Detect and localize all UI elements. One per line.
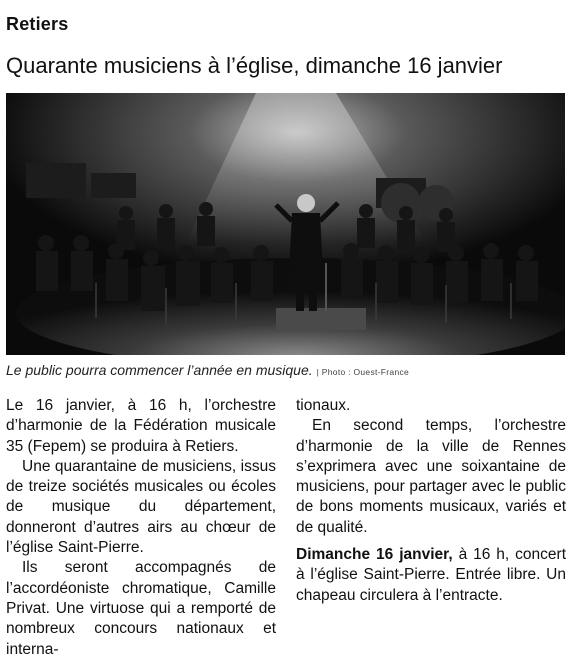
paragraph-musicians: Une quarantaine de musiciens, issus de treize sociétés musicales ou écoles de musique du département, donneront d’autres airs au chœur de l’église Saint-Pierre. — [6, 457, 276, 557]
photo-credit: | Photo : Ouest-France — [316, 367, 410, 377]
article-headline: Quarante musiciens à l’église, dimanche 16 janvier — [6, 53, 503, 78]
practical-info-details: à 16 h, concert à l’église Saint-Pierre. Entrée libre. Un chapeau circulera à l’entracte. — [296, 546, 566, 604]
practical-info-date: Dimanche 16 janvier, — [296, 546, 453, 564]
practical-info — [296, 545, 566, 606]
article-body-right-column — [296, 396, 566, 606]
photo-caption — [6, 362, 409, 378]
paragraph-accordion: Ils seront accompagnés de l’accordéoniste chromatique, Camille Privat. Une virtuose qui a remporté de nombreux concours nationaux et interna- — [6, 559, 276, 658]
orchestra-photo-illustration — [6, 93, 565, 355]
article-body-left-column — [6, 396, 276, 660]
paragraph-second-part: En second temps, l’orchestre d’harmonie de la ville de Rennes s’exprimera avec une soixantaine de musiciens, pour partager avec le public de bons moments musicaux, variés et de qualité. — [296, 417, 566, 536]
paragraph-intro: Le 16 janvier, à 16 h, l’orchestre d’harmonie de la Fédération musicale 35 (Fepem) se produira à Retiers. — [6, 397, 276, 455]
concert-photo — [6, 93, 565, 355]
article-section-title: Retiers — [6, 14, 69, 34]
caption-text: Le public pourra commencer l’année en musique. — [6, 362, 313, 378]
paragraph-continuation: tionaux. — [296, 397, 351, 414]
